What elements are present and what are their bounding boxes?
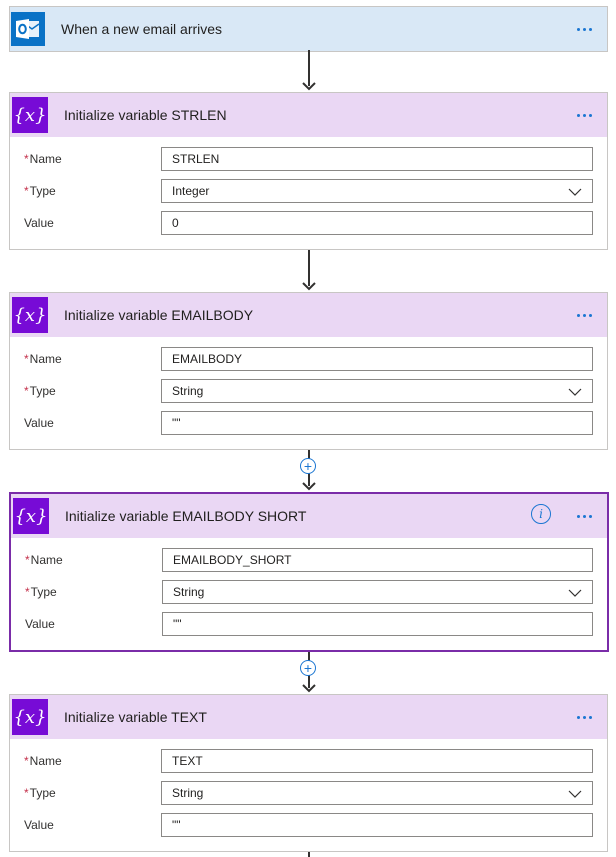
name-label: Name [29, 754, 62, 768]
connector-arrow [308, 250, 310, 286]
value-field[interactable] [161, 411, 593, 435]
more-options-icon[interactable] [571, 105, 597, 125]
chevron-down-icon [568, 185, 582, 199]
connector-arrow [308, 852, 310, 857]
add-step-plus-icon[interactable]: + [300, 660, 316, 676]
type-label: Type [29, 184, 56, 198]
type-dropdown[interactable] [162, 580, 593, 604]
value-text: 0 [172, 216, 179, 230]
name-value: TEXT [172, 754, 203, 768]
required-mark: * [24, 754, 29, 768]
svg-text:{x}: {x} [14, 506, 48, 527]
type-label: Type [30, 585, 57, 599]
arrow-head-icon [302, 282, 316, 290]
outlook-icon [11, 12, 45, 46]
type-value: String [172, 786, 204, 800]
name-field[interactable] [161, 749, 593, 773]
arrow-head-icon [302, 482, 316, 490]
trigger-card[interactable] [9, 6, 608, 52]
action-header[interactable] [10, 293, 607, 337]
name-value: EMAILBODY [172, 352, 243, 366]
svg-text:{x}: {x} [13, 105, 47, 126]
required-mark: * [24, 786, 29, 800]
more-options-icon[interactable] [571, 707, 597, 727]
action-card[interactable] [9, 694, 608, 852]
type-label: Type [29, 384, 56, 398]
name-label: Name [29, 152, 62, 166]
required-mark: * [24, 384, 29, 398]
svg-text:{x}: {x} [13, 707, 47, 728]
action-header[interactable] [10, 93, 607, 137]
name-label: Name [30, 553, 63, 567]
name-field[interactable] [161, 147, 593, 171]
name-value: EMAILBODY_SHORT [173, 553, 292, 567]
trigger-title: When a new email arrives [61, 21, 223, 37]
action-card[interactable] [9, 92, 608, 250]
value-field[interactable] [161, 813, 593, 837]
action-title: Initialize variable EMAILBODY SHORT [65, 508, 307, 524]
more-options-icon[interactable] [571, 19, 597, 39]
name-value: STRLEN [172, 152, 220, 166]
info-icon[interactable]: i [531, 504, 551, 524]
value-field[interactable] [162, 612, 593, 636]
more-options-icon[interactable] [571, 506, 597, 526]
action-card-selected[interactable] [9, 492, 609, 652]
more-options-icon[interactable] [571, 305, 597, 325]
connector-arrow [308, 50, 310, 86]
variable-icon [12, 297, 48, 333]
type-dropdown[interactable] [161, 379, 593, 403]
action-title: Initialize variable STRLEN [64, 107, 227, 123]
type-value: String [173, 585, 205, 599]
chevron-down-icon [568, 385, 582, 399]
arrow-head-icon [302, 684, 316, 692]
type-label: Type [29, 786, 56, 800]
chevron-down-icon [568, 586, 582, 600]
action-header[interactable] [10, 695, 607, 739]
name-field[interactable] [161, 347, 593, 371]
action-title: Initialize variable TEXT [64, 709, 207, 725]
value-text: "" [172, 416, 181, 430]
type-dropdown[interactable] [161, 179, 593, 203]
value-text: "" [173, 617, 182, 631]
name-label: Name [29, 352, 62, 366]
type-dropdown[interactable] [161, 781, 593, 805]
action-header[interactable] [11, 494, 607, 538]
type-value: String [172, 384, 204, 398]
required-mark: * [24, 152, 29, 166]
required-mark: * [24, 184, 29, 198]
variable-icon [12, 97, 48, 133]
value-label: Value [24, 818, 54, 832]
variable-icon [12, 699, 48, 735]
name-field[interactable] [162, 548, 593, 572]
trigger-header[interactable] [10, 7, 607, 51]
svg-text:{x}: {x} [13, 305, 47, 326]
value-label: Value [25, 617, 55, 631]
value-text: "" [172, 818, 181, 832]
variable-icon [13, 498, 49, 534]
required-mark: * [24, 352, 29, 366]
value-label: Value [24, 416, 54, 430]
value-field[interactable] [161, 211, 593, 235]
type-value: Integer [172, 184, 210, 198]
required-mark: * [25, 553, 30, 567]
chevron-down-icon [568, 787, 582, 801]
action-card[interactable] [9, 292, 608, 450]
required-mark: * [25, 585, 30, 599]
value-label: Value [24, 216, 54, 230]
arrow-head-icon [302, 82, 316, 90]
add-step-plus-icon[interactable]: + [300, 458, 316, 474]
action-title: Initialize variable EMAILBODY [64, 307, 254, 323]
